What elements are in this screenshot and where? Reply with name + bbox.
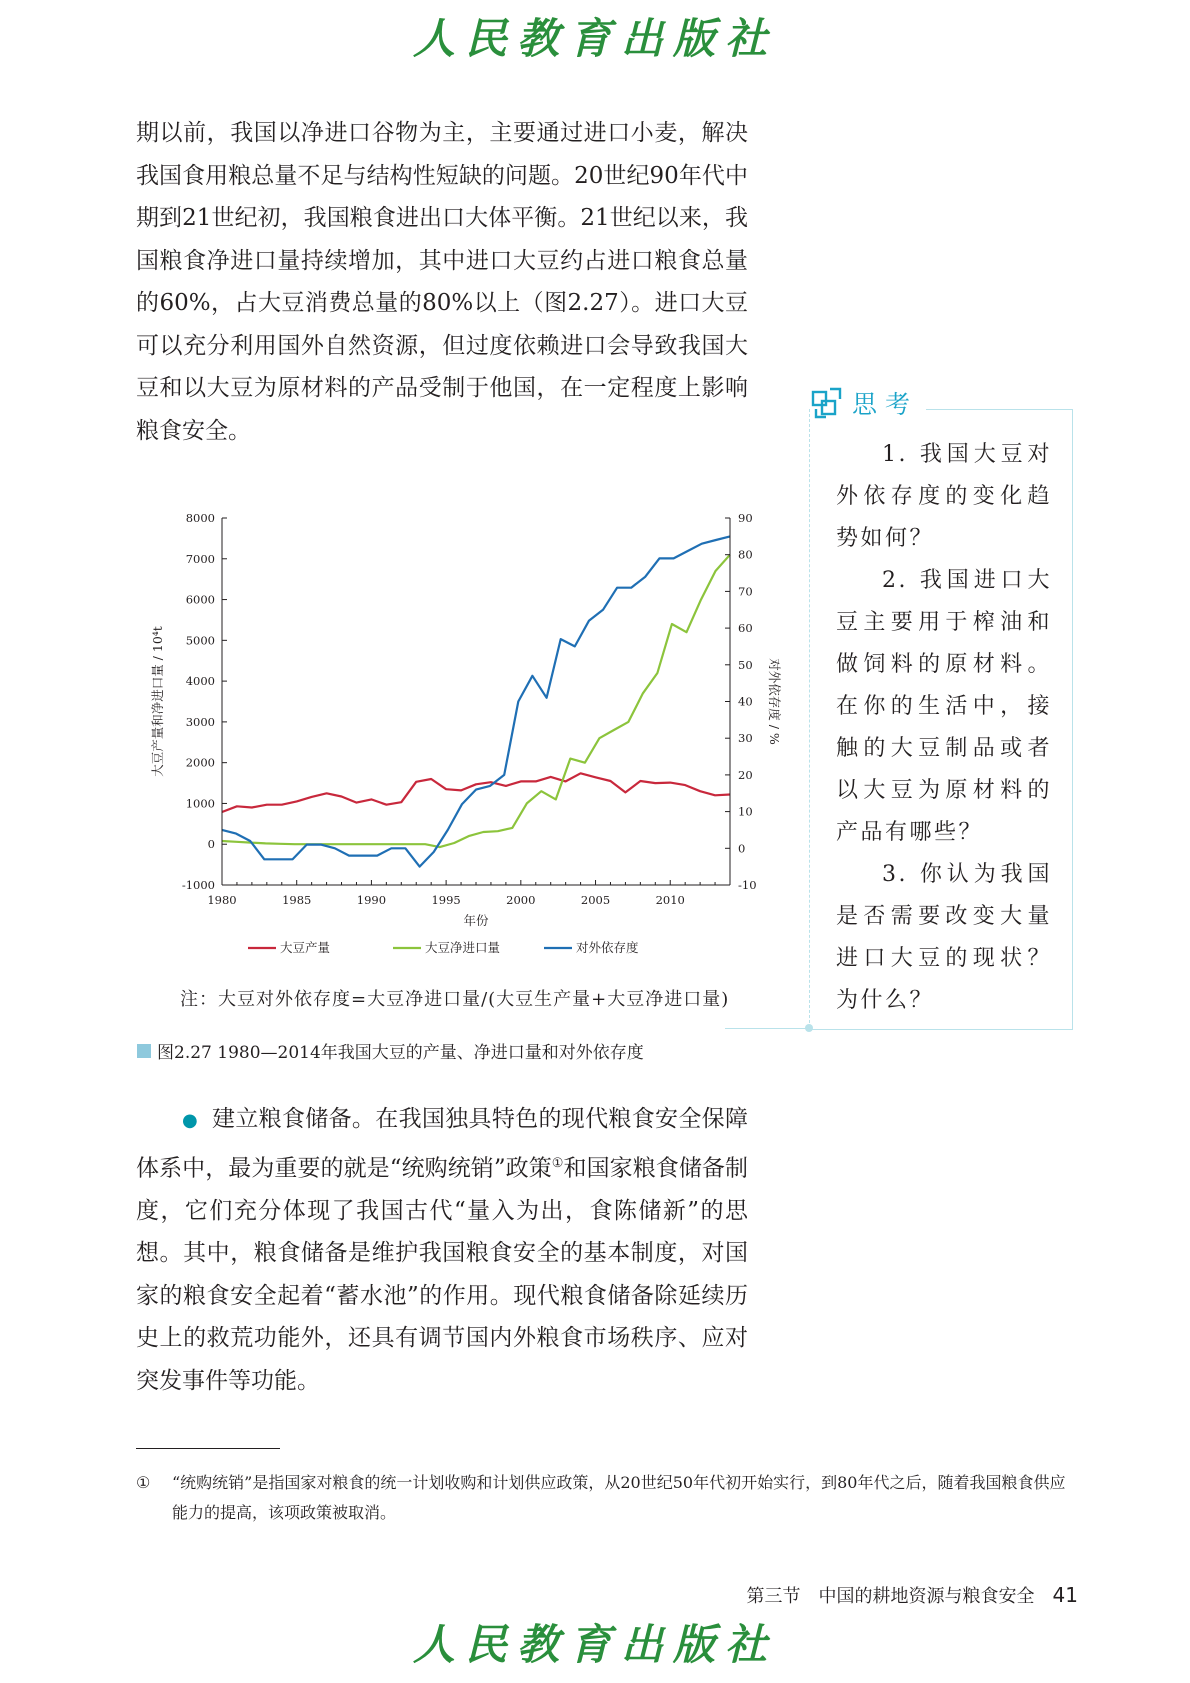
think-header bbox=[810, 383, 926, 423]
y-tick-label: 4000 bbox=[185, 674, 215, 689]
y-tick-label: 1000 bbox=[185, 796, 215, 811]
y2-tick-label: -10 bbox=[738, 878, 757, 892]
legend-label-2: 大豆净进口量 bbox=[425, 940, 501, 955]
chart-legend bbox=[248, 940, 639, 955]
y-tick-label: 0 bbox=[207, 837, 215, 852]
think-box-dot bbox=[805, 1024, 813, 1032]
think-box-bottom-line bbox=[725, 1028, 809, 1029]
chart-note: 注：大豆对外依存度=大豆净进口量/(大豆生产量+大豆净进口量) bbox=[180, 989, 730, 1010]
y2-tick-label: 60 bbox=[738, 621, 753, 636]
publisher-mark-top: 人民教育出版社 bbox=[412, 14, 777, 63]
x-tick-label: 1980 bbox=[207, 893, 237, 907]
x-tick-label: 2000 bbox=[506, 893, 536, 907]
y-axis-label: 大豆产量和净进口量 / 10⁴t bbox=[150, 626, 165, 777]
y2-tick-label: 70 bbox=[738, 584, 753, 599]
think-questions bbox=[836, 434, 1052, 1022]
footnote-reference[interactable]: ① bbox=[551, 1155, 564, 1171]
think-question-3: 3. 你认为我国是否需要改变大量进口大豆的现状？为什么？ bbox=[836, 862, 1052, 1013]
footnote-text: “统购统销”是指国家对粮食的统一计划收购和计划供应政策，从20世纪50年代初开始实行，到80年代之后，随着我国粮食供应能力的提高，该项政策被取消。 bbox=[172, 1473, 1066, 1522]
y2-tick-label: 90 bbox=[738, 511, 753, 525]
y2-tick-label: 40 bbox=[738, 694, 753, 709]
chart-plot-area bbox=[222, 536, 730, 866]
legend-label-1: 大豆产量 bbox=[280, 940, 331, 955]
paragraph-grain-reserve-part2: 和国家粮食储备制度，它们充分体现了我国古代“量入为出，食陈储新”的思想。其中，粮食储备是维护我国粮食安全的基本制度，对国家的粮食安全起着“蓄水池”的作用。现代粮食储备除延续历史上的救荒功能外，还具有调节国内外粮食市场秩序、应对突发事件等功能。 bbox=[136, 1155, 749, 1394]
x-tick-label: 1985 bbox=[282, 893, 312, 907]
y2-tick-label: 10 bbox=[738, 804, 753, 819]
paragraph-import-grain: 期以前，我国以净进口谷物为主，主要通过进口小麦，解决我国食用粮总量不足与结构性短缺的问题。20世纪90年代中期到21世纪初，我国粮食进出口大体平衡。21世纪以来，我国粮食净进口量持续增加，其中进口大豆约占进口粮食总量的60%，占大豆消费总量的80%以上（图2.27）。进口大豆可以充分利用国外自然资源，但过度依赖进口会导致我国大豆和以大豆为原材料的产品受制于他国，在一定程度上影响粮食安全。 bbox=[136, 120, 748, 444]
y2-axis-label: 对外依存度 / % bbox=[767, 658, 782, 745]
figure-caption bbox=[137, 1038, 644, 1063]
chart-axes bbox=[150, 511, 782, 928]
soybean-chart bbox=[148, 510, 782, 980]
footnote-mark: ① bbox=[136, 1473, 151, 1492]
y-tick-label: 3000 bbox=[185, 714, 215, 729]
x-axis-label: 年份 bbox=[463, 913, 489, 928]
y-tick-label: 8000 bbox=[185, 511, 215, 525]
footnote bbox=[136, 1468, 1080, 1528]
footnote-divider bbox=[136, 1448, 280, 1449]
legend-label-3: 对外依存度 bbox=[576, 940, 639, 955]
y-tick-label: 6000 bbox=[185, 592, 215, 607]
x-tick-label: 1990 bbox=[356, 893, 387, 907]
caption-square-icon bbox=[137, 1044, 151, 1058]
paragraph-grain-reserve-part1: 建立粮食储备。在我国独具特色的现代粮食安全保障体系中，最为重要的就是“统购统销”政策 bbox=[136, 1106, 748, 1182]
y2-tick-label: 50 bbox=[738, 657, 753, 672]
page-number: 41 bbox=[1052, 1583, 1078, 1607]
figure-caption-text: 图2.27 1980—2014年我国大豆的产量、净进口量和对外依存度 bbox=[157, 1043, 644, 1063]
think-question-1: 1. 我国大豆对外依存度的变化趋势如何？ bbox=[836, 442, 1052, 551]
y2-tick-label: 0 bbox=[738, 841, 746, 856]
think-icon bbox=[810, 385, 846, 421]
y-tick-label: -1000 bbox=[181, 878, 215, 892]
y2-tick-label: 20 bbox=[738, 767, 753, 782]
y-tick-label: 5000 bbox=[185, 633, 215, 648]
y2-tick-label: 30 bbox=[738, 731, 753, 746]
think-title: 思考 bbox=[852, 390, 919, 419]
series-line-2 bbox=[222, 555, 730, 847]
series-line-1 bbox=[222, 773, 730, 812]
y2-tick-label: 80 bbox=[738, 547, 753, 562]
bullet-icon: ● bbox=[182, 1110, 199, 1131]
x-tick-label: 2005 bbox=[580, 893, 611, 907]
series-line-3 bbox=[222, 536, 730, 866]
footer-section-title: 第三节 中国的耕地资源与粮食安全 bbox=[746, 1586, 1035, 1607]
y-tick-label: 7000 bbox=[185, 551, 215, 566]
page-footer bbox=[747, 1582, 1078, 1608]
x-tick-label: 2010 bbox=[655, 893, 685, 907]
x-tick-label: 1995 bbox=[431, 893, 461, 907]
think-question-2: 2. 我国进口大豆主要用于榨油和做饲料的原材料。在你的生活中，接触的大豆制品或者以大豆为原材料的产品有哪些？ bbox=[836, 568, 1052, 845]
paragraph-grain-reserve bbox=[136, 1098, 748, 1402]
y-tick-label: 2000 bbox=[185, 755, 215, 770]
publisher-mark-bottom: 人民教育出版社 bbox=[412, 1620, 777, 1669]
